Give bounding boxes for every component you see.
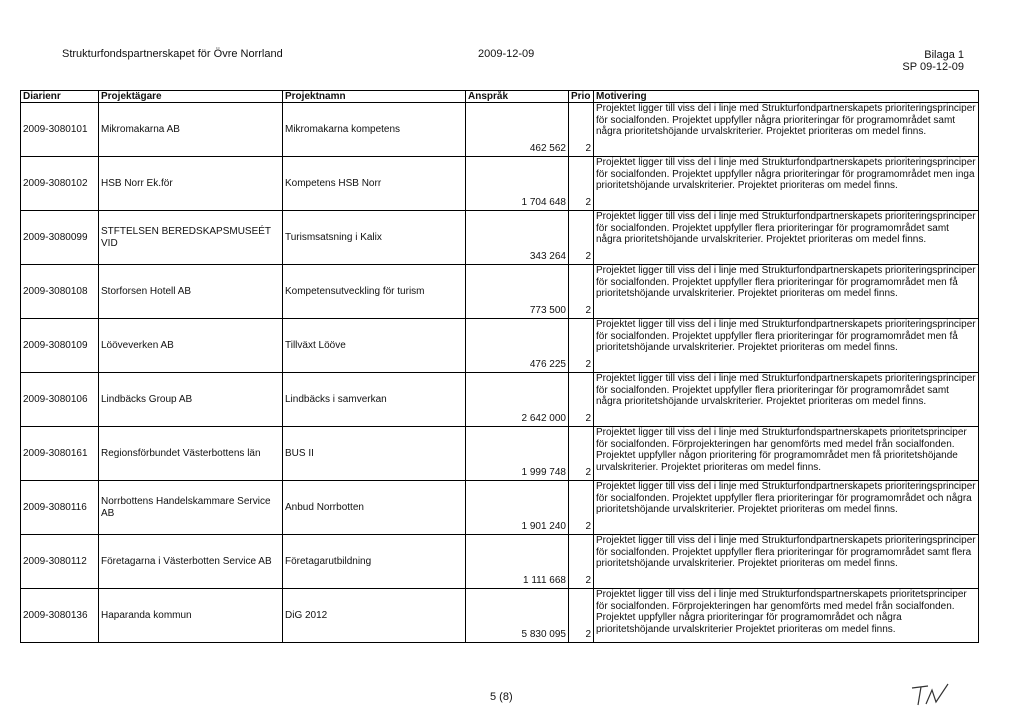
- table-row: [21, 103, 979, 157]
- cell-diarienr: 2009-3080136: [21, 589, 99, 643]
- cell-anspråk: 476 225: [466, 319, 569, 373]
- cell-motivering: Projektet ligger till viss del i linje med Strukturfondpartnerskapets prioriteringsprinciper för socialfonden. Projektet uppfyller flera prioriteringar för programområdet men få prioritetshöjande urvalskriterier. Projektet prioriteras om medel finns.: [594, 265, 979, 319]
- header-prio: Prio: [569, 91, 594, 103]
- cell-anspråk: 1 111 668: [466, 535, 569, 589]
- cell-prio: 2: [569, 481, 594, 535]
- header-projektagare: Projektägare: [99, 91, 283, 103]
- cell-projektnamn: Kompetens HSB Norr: [283, 157, 466, 211]
- handwritten-signature: [908, 678, 988, 708]
- document-date: 2009-12-09: [478, 48, 535, 60]
- cell-projektnamn: Kompetensutveckling för turism: [283, 265, 466, 319]
- cell-projektnamn: Tillväxt Lööve: [283, 319, 466, 373]
- document-title: Strukturfondspartnerskapet för Övre Norrland: [62, 48, 283, 60]
- table-row: [21, 427, 979, 481]
- header-projektnamn: Projektnamn: [283, 91, 466, 103]
- cell-anspråk: 2 642 000: [466, 373, 569, 427]
- table-row: [21, 481, 979, 535]
- cell-prio: 2: [569, 427, 594, 481]
- header-motivering: Motivering: [594, 91, 979, 103]
- cell-anspråk: 343 264: [466, 211, 569, 265]
- table-body: [21, 103, 979, 643]
- cell-motivering: Projektet ligger till viss del i linje med Strukturfondpartnerskapets prioriteringsprinciper för socialfonden. Projektet uppfyller några prioriteringar för programområdet samt några prioritetshöjande urvalskriterier. Projektet prioriteras om medel finns.: [594, 103, 979, 157]
- cell-anspråk: 773 500: [466, 265, 569, 319]
- cell-projektnamn: Mikromakarna kompetens: [283, 103, 466, 157]
- table-header-row: [21, 91, 979, 103]
- cell-projektagare: Storforsen Hotell AB: [99, 265, 283, 319]
- cell-prio: 2: [569, 373, 594, 427]
- cell-motivering: Projektet ligger till viss del i linje med Strukturfondpartnerskapets prioriteringsprinciper för socialfonden. Projektet uppfyller några prioriteringar för programområdet men inga prioritetshöjande urvalskriterier. Projektet prioriteras om medel finns.: [594, 157, 979, 211]
- table-row: [21, 589, 979, 643]
- cell-diarienr: 2009-3080101: [21, 103, 99, 157]
- cell-diarienr: 2009-3080109: [21, 319, 99, 373]
- attachment-label: [902, 49, 964, 73]
- page-number: 5 (8): [490, 691, 513, 703]
- cell-diarienr: 2009-3080112: [21, 535, 99, 589]
- cell-anspråk: 1 901 240: [466, 481, 569, 535]
- cell-projektagare: Mikromakarna AB: [99, 103, 283, 157]
- cell-prio: 2: [569, 103, 594, 157]
- cell-projektnamn: Lindbäcks i samverkan: [283, 373, 466, 427]
- cell-prio: 2: [569, 535, 594, 589]
- cell-diarienr: 2009-3080102: [21, 157, 99, 211]
- sp-date-label: SP 09-12-09: [902, 61, 964, 73]
- cell-prio: 2: [569, 265, 594, 319]
- cell-projektagare: Haparanda kommun: [99, 589, 283, 643]
- cell-prio: 2: [569, 589, 594, 643]
- cell-prio: 2: [569, 211, 594, 265]
- cell-anspråk: 462 562: [466, 103, 569, 157]
- cell-diarienr: 2009-3080106: [21, 373, 99, 427]
- cell-motivering: Projektet ligger till viss del i linje med Strukturfondpartnerskapets prioriteringsprinciper för socialfonden. Projektet uppfyller flera prioriteringar för programområdet och några prioritetshöjande urvalskriterier. Projektet prioriteras om medel finns.: [594, 481, 979, 535]
- cell-prio: 2: [569, 319, 594, 373]
- cell-diarienr: 2009-3080161: [21, 427, 99, 481]
- cell-prio: 2: [569, 157, 594, 211]
- cell-projektagare: Norrbottens Handelskammare Service AB: [99, 481, 283, 535]
- cell-diarienr: 2009-3080108: [21, 265, 99, 319]
- table-row: [21, 265, 979, 319]
- cell-motivering: Projektet ligger till viss del i linje med Strukturfondpartnerskapets prioriteringsprinciper för socialfonden. Projektet uppfyller flera prioriteringar för programområdet samt några prioritetshöjande urvalskriterier. Projektet prioriteras om medel finns.: [594, 211, 979, 265]
- bilaga-label: Bilaga 1: [924, 49, 964, 61]
- cell-motivering: Projektet ligger till viss del i linje med Strukturfondpartnerskapets prioriteringsprinciper för socialfonden. Projektet uppfyller flera prioriteringar för programområdet samt några prioritetshöjande urvalskriterier. Projektet prioriteras om medel finns.: [594, 373, 979, 427]
- cell-projektagare: Lindbäcks Group AB: [99, 373, 283, 427]
- table-row: [21, 211, 979, 265]
- cell-projektnamn: Företagarutbildning: [283, 535, 466, 589]
- cell-projektnamn: BUS II: [283, 427, 466, 481]
- cell-diarienr: 2009-3080099: [21, 211, 99, 265]
- table-row: [21, 535, 979, 589]
- cell-projektagare: Lööveverken AB: [99, 319, 283, 373]
- header-anspråk: Anspråk: [466, 91, 569, 103]
- header-diarienr: Diarienr: [21, 91, 99, 103]
- cell-projektnamn: DiG 2012: [283, 589, 466, 643]
- cell-motivering: Projektet ligger till viss del i linje med Strukturfondspartnerskapets prioritetsprinciper för socialfonden. Förprojekteringen har genomförts med medel från socialfonden. Projektet uppfyller några prioriteringar för programområdet och några prioritetshöjande urvalskriterier Projektet prioriteras om medel finns.: [594, 589, 979, 643]
- cell-projektagare: Regionsförbundet Västerbottens län: [99, 427, 283, 481]
- table-row: [21, 157, 979, 211]
- cell-projektnamn: Anbud Norrbotten: [283, 481, 466, 535]
- cell-projektnamn: Turismsatsning i Kalix: [283, 211, 466, 265]
- cell-motivering: Projektet ligger till viss del i linje med Strukturfondpartnerskapets prioriteringsprinciper för socialfonden. Projektet uppfyller flera prioriteringar för programområdet men få prioritetshöjande urvalskriterier. Projektet prioriteras om medel finns.: [594, 319, 979, 373]
- cell-anspråk: 5 830 095: [466, 589, 569, 643]
- cell-anspråk: 1 999 748: [466, 427, 569, 481]
- cell-anspråk: 1 704 648: [466, 157, 569, 211]
- project-table: [20, 90, 979, 643]
- cell-projektagare: STFTELSEN BEREDSKAPSMUSEÉT VID: [99, 211, 283, 265]
- cell-diarienr: 2009-3080116: [21, 481, 99, 535]
- cell-projektagare: Företagarna i Västerbotten Service AB: [99, 535, 283, 589]
- cell-motivering: Projektet ligger till viss del i linje med Strukturfondspartnerskapets prioritetsprinciper för socialfonden. Förprojekteringen har genomförts med medel från socialfonden. Projektet uppfyller någon prioritering för programområdet men få prioritetshöjande urvalskriterier. Projektet prioriteras om medel finns.: [594, 427, 979, 481]
- cell-projektagare: HSB Norr Ek.för: [99, 157, 283, 211]
- table-row: [21, 373, 979, 427]
- cell-motivering: Projektet ligger till viss del i linje med Strukturfondpartnerskapets prioriteringsprinciper för socialfonden. Projektet uppfyller flera prioriteringar för programområdet samt flera prioritetshöjande urvalskriterier. Projektet prioriteras om medel finns.: [594, 535, 979, 589]
- table-row: [21, 319, 979, 373]
